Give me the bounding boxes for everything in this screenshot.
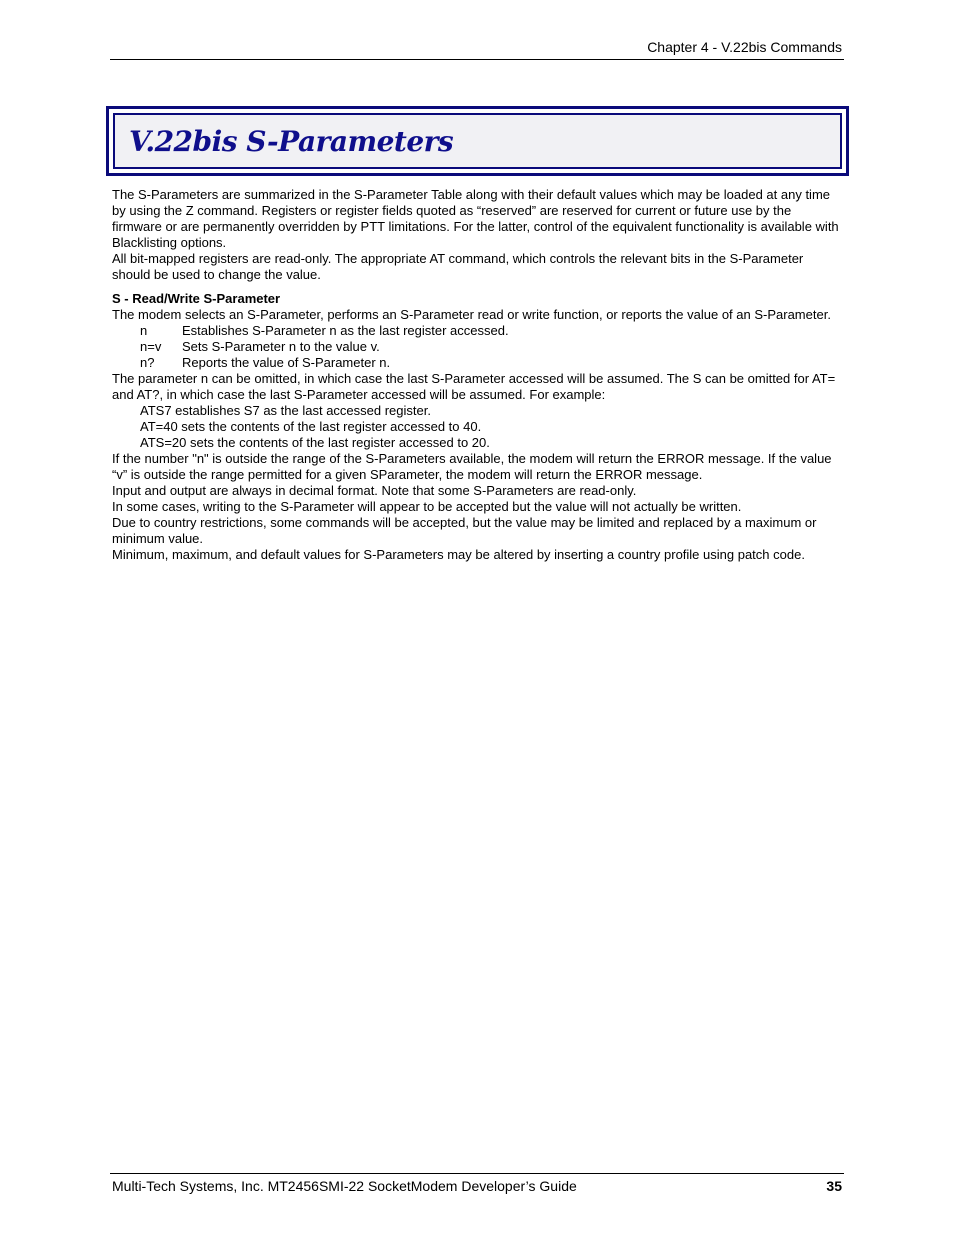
definition-desc: Establishes S-Parameter n as the last register accessed.	[182, 323, 509, 338]
intro-paragraph: The S-Parameters are summarized in the S-Parameter Table along with their default values which may be loaded at any time by using the Z command. Registers or register fields quoted as “reserved” are reserved for current or future use by the firmware or are permanently overridden by PTT limitations. For the latter, control of the equivalent functionality is available with Blacklisting options.	[112, 187, 839, 250]
definition-term: n=v	[140, 339, 162, 354]
definition-term: n	[140, 323, 148, 338]
note-paragraph: If the number "n" is outside the range of the S-Parameters available, the modem will return the ERROR message. If the value “v” is outside the range permitted for a given SParameter, the modem will return the ERROR message.	[112, 451, 832, 482]
example-line: ATS7 establishes S7 as the last accessed register.	[140, 403, 431, 418]
definition-desc: Sets S-Parameter n to the value v.	[182, 339, 380, 354]
note-paragraph: Minimum, maximum, and default values for S-Parameters may be altered by inserting a country profile using patch code.	[112, 547, 805, 562]
definition-row	[112, 339, 840, 355]
definition-desc: Reports the value of S-Parameter n.	[182, 355, 391, 370]
note-paragraph: In some cases, writing to the S-Parameter will appear to be accepted but the value will not actually be written.	[112, 499, 742, 514]
body-content	[112, 187, 840, 563]
section-description: The modem selects an S-Parameter, performs an S-Parameter read or write function, or reports the value of an S-Parameter.	[112, 307, 831, 322]
page-number: 35	[826, 1178, 842, 1194]
omit-paragraph: The parameter n can be omitted, in which case the last S-Parameter accessed will be assumed. The S can be omitted for AT= and AT?, in which case the last S-Parameter accessed will be assumed. For example:	[112, 371, 836, 402]
intro-paragraph: All bit-mapped registers are read-only. The appropriate AT command, which controls the relevant bits in the S-Parameter should be used to change the value.	[112, 251, 804, 282]
footer-document-title: Multi-Tech Systems, Inc. MT2456SMI-22 SocketModem Developer’s Guide	[112, 1178, 577, 1194]
header-divider	[110, 59, 844, 60]
definition-row	[112, 323, 840, 339]
example-line: ATS=20 sets the contents of the last register accessed to 20.	[140, 435, 490, 450]
example-line: AT=40 sets the contents of the last register accessed to 40.	[140, 419, 482, 434]
note-paragraph: Input and output are always in decimal format. Note that some S-Parameters are read-only.	[112, 483, 637, 498]
definition-row	[112, 355, 840, 371]
page-title: V.22bis S-Parameters	[129, 125, 454, 158]
chapter-heading: Chapter 4 - V.22bis Commands	[647, 39, 842, 55]
footer-divider	[110, 1173, 844, 1174]
section-heading: S - Read/Write S-Parameter	[112, 291, 281, 306]
definition-term: n?	[140, 355, 155, 370]
title-banner-inner	[113, 113, 842, 169]
title-banner	[106, 106, 849, 176]
note-paragraph: Due to country restrictions, some commands will be accepted, but the value may be limited and replaced by a maximum or minimum value.	[112, 515, 817, 546]
